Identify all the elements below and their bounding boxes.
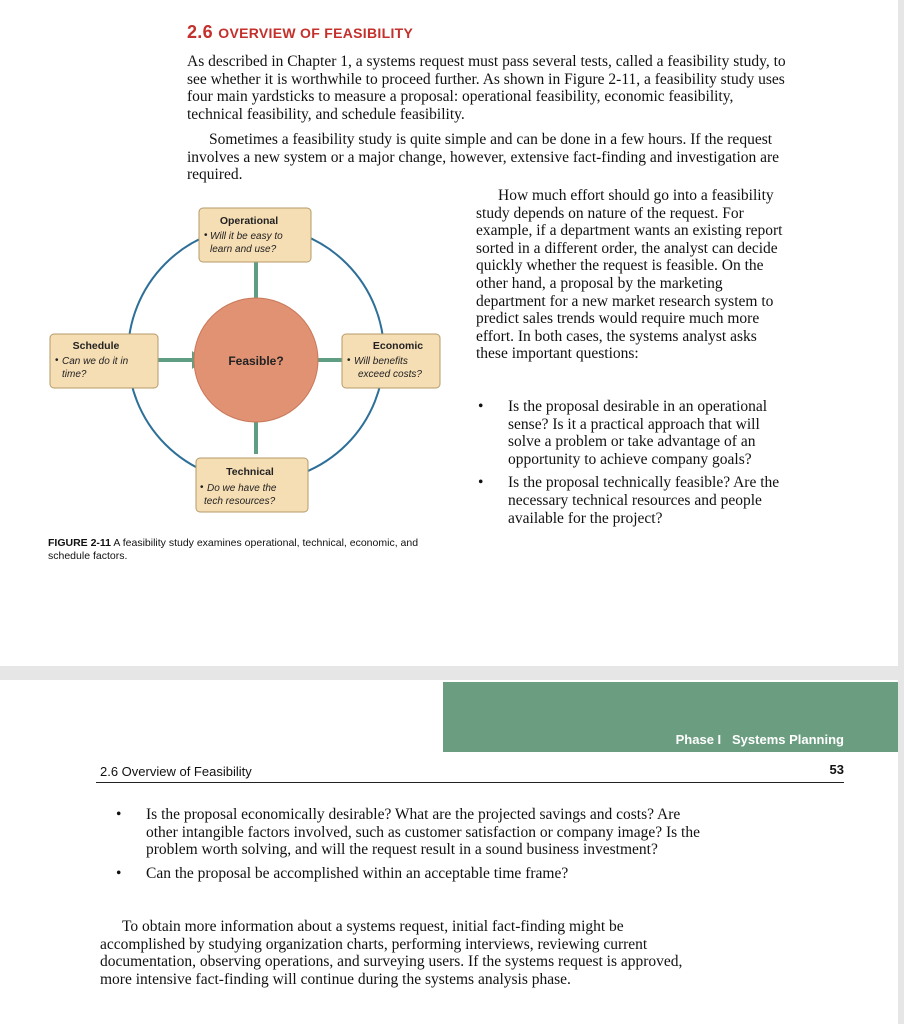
bullet-icon: • [347,355,351,366]
paragraph-fact-finding: To obtain more information about a systems request, initial fact-finding might be accomplished by studying organization charts, performing interviews, reviewing current documentation, observing operations, and surveying users. If the systems request is approved, more intensive fact-finding will continue during the systems analysis phase. [100,918,683,988]
economic-title: Economic [372,340,424,352]
list-item: • Is the proposal economically desirable? What are the projected savings and costs? Are other intangible factors involved, such as customer satisfaction or company image? Is the problem worth solving, and will the request result in a sound business investment? [116,806,700,859]
economic-line-1: Will benefits [354,356,408,367]
technical-line-2: tech resources? [204,496,276,507]
figure-caption-text: A feasibility study examines operational, technical, economic, and schedule factors. [48,537,419,562]
section-title: OVERVIEW OF FEASIBILITY [218,25,414,41]
section-number: 2.6 [187,22,213,42]
figure-label: FIGURE 2-11 [48,537,112,549]
paragraph-intro: As described in Chapter 1, a systems request must pass several tests, called a feasibility study, to see whether it is worthwhile to proceed further. As shown in Figure 2-11, a feasibility study uses four main yardsticks to measure a proposal: operational feasibility, economic feasibility, technical feasibility, and schedule feasibility. [187,53,786,123]
page-number: 53 [829,762,844,777]
feasibility-diagram [44,196,464,526]
operational-title: Operational [219,215,279,227]
question-list-top [476,398,788,533]
list-item: • Is the proposal desirable in an operational sense? Is it a practical approach that will solve a problem or take advantage of an opportunity to achieve company goals? [478,398,768,468]
figure-caption [48,537,448,563]
phase-heading [676,732,844,747]
phase-label: Phase I [675,732,722,747]
center-label: Feasible? [228,354,284,368]
bullet-icon: • [478,474,484,492]
schedule-title: Schedule [72,340,120,352]
schedule-line-2: time? [62,369,87,380]
list-item: • Is the proposal technically feasible? Are the necessary technical resources and people available for the project? [478,474,780,527]
paragraph-effort: How much effort should go into a feasibility study depends on nature of the request. For example, if a department wants an existing report sorted in a different order, the analyst can decide quickly whether the request is feasible. On the other hand, a proposal by the marketing department for a new market research system to predict sales trends would require much more effort. In both cases, the systems analyst asks these important questions: [476,187,783,363]
question-list-bottom [114,806,704,888]
phase-title: Systems Planning [732,732,844,747]
bullet-icon: • [116,806,122,823]
operational-line-2: learn and use? [210,244,277,255]
header-rule [96,782,844,783]
bullet-icon: • [204,230,208,241]
technical-line-1: Do we have the [207,483,277,494]
section-heading [187,22,413,43]
bullet-icon: • [200,482,204,493]
operational-line-1: Will it be easy to [210,231,283,242]
list-item: • Can the proposal be accomplished within an acceptable time frame? [116,864,569,882]
bullet-icon: • [55,355,59,366]
bullet-icon: • [116,864,122,882]
technical-title: Technical [226,466,274,478]
paragraph-second: Sometimes a feasibility study is quite simple and can be done in a few hours. If the request involves a new system or a major change, however, extensive fact-finding and investigation are required. [187,131,780,184]
page-bottom [0,680,898,1024]
running-head: 2.6 Overview of Feasibility [100,764,252,779]
economic-line-2: exceed costs? [358,369,422,380]
bullet-icon: • [478,398,484,415]
schedule-line-1: Can we do it in [62,356,129,367]
